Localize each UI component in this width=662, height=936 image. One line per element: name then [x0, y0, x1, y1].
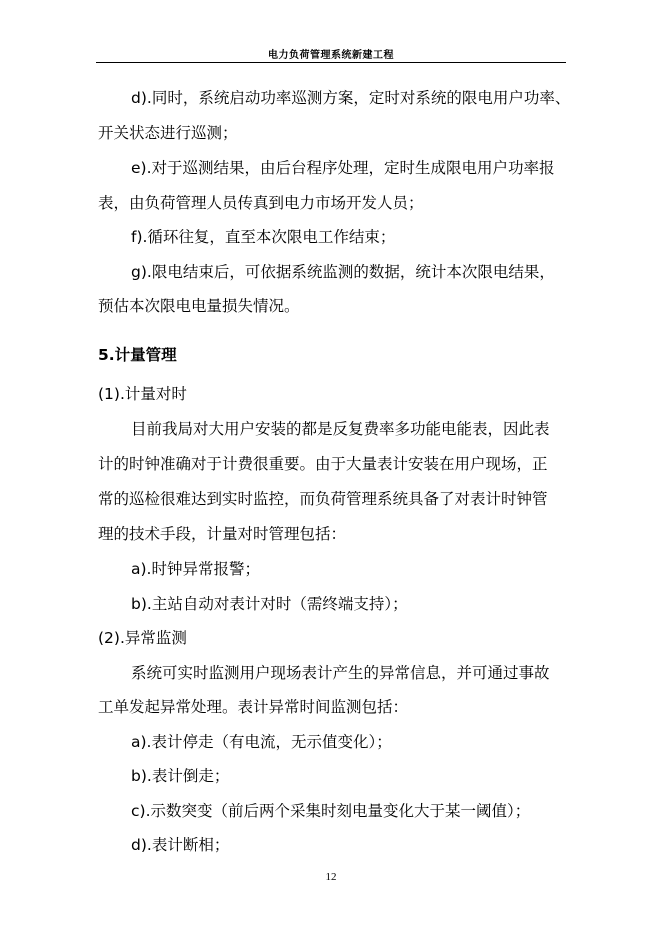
list-item-a-2: a).表计停走（有电流，无示值变化）；: [131, 733, 392, 751]
list-item-d-2: d).表计断相；: [131, 836, 230, 854]
list-item-a: a).时钟异常报警；: [131, 560, 260, 578]
item-g-line-2: 预估本次限电电量损失情况。: [98, 297, 300, 315]
section-heading: 5.计量管理: [98, 346, 177, 364]
item-d-line-1: d).同时，系统启动功率巡测方案，定时对系统的限电用户功率、: [131, 89, 571, 107]
paragraph-2-line-2: 工单发起异常处理。表计异常时间监测包括：: [98, 698, 409, 716]
header-divider: [96, 62, 566, 63]
subsection-1-heading: (1).计量对时: [98, 385, 187, 403]
list-item-b: b).主站自动对表计对时（需终端支持）；: [131, 595, 408, 613]
page-number: 12: [325, 871, 337, 883]
paragraph-2-line-1: 系统可实时监测用户现场表计产生的异常信息，并可通过事故: [131, 664, 550, 682]
item-e-line-1: e).对于巡测结果，由后台程序处理，定时生成限电用户功率报: [131, 159, 555, 177]
paragraph-1-line-2: 计的时钟准确对于计费很重要。由于大量表计安装在用户现场，正: [98, 455, 548, 473]
paragraph-1-line-4: 理的技术手段，计量对时管理包括：: [98, 525, 347, 543]
paragraph-1-line-3: 常的巡检很难达到实时监控，而负荷管理系统具备了对表计时钟管: [98, 490, 548, 508]
list-item-c-2: c).示数突变（前后两个采集时刻电量变化大于某一阈值）；: [131, 802, 531, 820]
item-f-line-1: f).循环往复，直至本次限电工作结束；: [131, 228, 396, 246]
subsection-2-heading: (2).异常监测: [98, 629, 187, 647]
page-header-title: 电力负荷管理系统新建工程: [268, 50, 394, 61]
item-g-line-1: g).限电结束后，可依据系统监测的数据，统计本次限电结果，: [131, 263, 555, 281]
list-item-b-2: b).表计倒走；: [131, 767, 230, 785]
item-e-line-2: 表，由负荷管理人员传真到电力市场开发人员；: [98, 194, 424, 212]
item-d-line-2: 开关状态进行巡测；: [98, 124, 238, 142]
paragraph-1-line-1: 目前我局对大用户安装的都是反复费率多功能电能表，因此表: [131, 420, 550, 438]
